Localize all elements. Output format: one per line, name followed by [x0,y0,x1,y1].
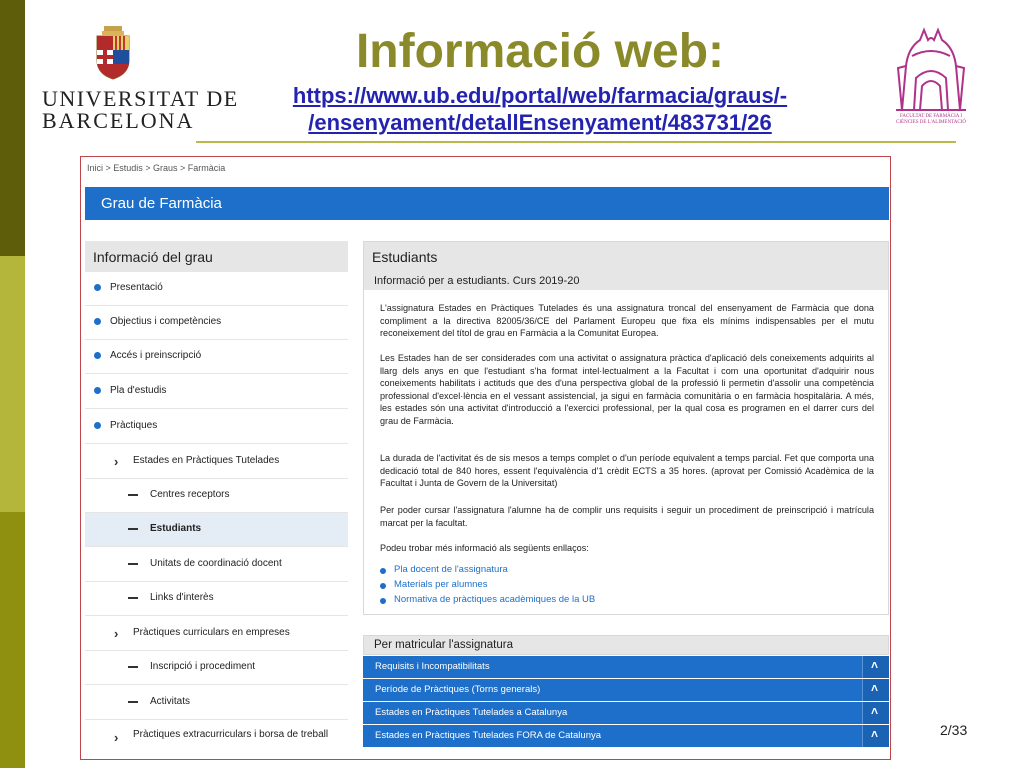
dash-icon [128,597,138,599]
sidebar-item-estades[interactable] [85,445,348,479]
university-logo [42,26,239,133]
dash-icon [128,701,138,703]
faculty-logo [890,26,972,132]
bullet-icon [380,583,386,589]
sidebar-nav [85,241,348,760]
bullet-icon [94,284,101,291]
paragraph-requisits: Per poder cursar l'assignatura l'alumne ha de complir uns requisits i seguir un procediment de preinscripció i matrícula marcat per la facultat. [380,505,874,528]
sidebar-item-practiques[interactable] [85,410,348,444]
breadcrumb[interactable]: Inici > Estudis > Graus > Farmàcia [87,163,226,173]
accordion-heading [363,635,889,655]
dash-icon [128,666,138,668]
paragraph-durada: La durada de l'activitat és de sis mesos a temps complet o d'un període equivalent a temps parcial. Fet que comporta una dedicació total de 840 hores, essent l'equivalència d'1 crèdit ECTS a 35 hores. (aprovat per Comissió Acadèmica de la Facultat i Junta de Govern de la Universitat) [380,453,874,489]
bullet-icon [94,352,101,359]
left-bar-segment-middle [0,256,25,512]
paragraph-mes-informacio: Podeu trobar més informació als següents enllaços: [380,543,589,553]
chevron-right-icon: › [114,730,119,745]
chevron-up-icon: ˄ [871,704,879,718]
chevron-right-icon: › [114,626,119,641]
sidebar-heading [85,241,348,272]
page-banner [85,187,889,220]
main-header [364,242,888,290]
dash-icon [128,563,138,565]
list-item[interactable] [380,579,874,594]
sidebar-item-pla-estudis[interactable] [85,375,348,409]
sidebar-item-label: Estudiants [150,523,202,534]
accordion-item-requisits[interactable] [363,656,889,678]
banner-title: Grau de Farmàcia [101,195,222,212]
sidebar-item-unitats[interactable] [85,548,348,582]
main-subtitle: Informació per a estudiants. Curs 2019-20 [374,275,580,287]
accordion-item-fora-catalunya[interactable] [363,725,889,747]
sidebar-item-label: Pràctiques curriculars en empreses [133,627,290,638]
sidebar-heading-text: Informació del grau [93,249,213,265]
sidebar-item-label: Pla d'estudis [110,385,167,396]
accordion-matricula [363,635,889,759]
sidebar-item-label: Objectius i competències [110,316,222,327]
accordion-item-label: Estades en Pràctiques Tutelades a Catalunya [375,707,568,718]
chevron-up-icon: ˄ [871,658,879,672]
sidebar-item-label: Accés i preinscripció [110,350,202,361]
sidebar-item-inscripcio[interactable] [85,651,348,685]
dash-icon [128,494,138,496]
sidebar-item-centres[interactable] [85,479,348,513]
bullet-icon [94,422,101,429]
bullet-icon [380,568,386,574]
url-link-line2[interactable]: /ensenyament/detallEnsenyament/483731/26 [308,110,772,135]
chevron-up-icon: ˄ [871,727,879,741]
list-item[interactable] [380,594,874,609]
faculty-caption: FACULTAT DE FARMÀCIA I CIÈNCIES DE L'ALIMENTACIÓ [896,114,966,125]
left-bar-segment-bottom [0,512,25,768]
bullet-icon [94,318,101,325]
university-name-line1: UNIVERSITAT DE [42,86,239,111]
sidebar-item-links[interactable] [85,582,348,616]
sidebar-item-label: Pràctiques extracurriculars i borsa de treball [133,729,329,740]
accordion-item-periode[interactable] [363,679,889,701]
link-materials[interactable]: Materials per alumnes [394,579,488,590]
sidebar-item-label: Links d'interès [150,592,214,603]
sidebar-item-presentacio[interactable] [85,272,348,306]
university-name-line2: BARCELONA [42,108,195,133]
main-title: Estudiants [372,249,438,265]
sidebar-item-label: Activitats [150,696,191,707]
sidebar-item-practiques-curriculars[interactable] [85,617,348,651]
accordion-toggle-button[interactable] [862,656,889,678]
accordion-heading-text: Per matricular l'assignatura [374,639,513,651]
sidebar-item-label: Inscripció i procediment [150,661,256,672]
accordion-item-label: Estades en Pràctiques Tutelades FORA de Catalunya [375,730,602,741]
sidebar-item-acces[interactable] [85,340,348,374]
link-pla-docent[interactable]: Pla docent de l'assignatura [394,564,508,575]
bullet-icon [94,387,101,394]
accordion-toggle-button[interactable] [862,702,889,724]
chevron-up-icon: ˄ [871,681,879,695]
accordion-item-catalunya[interactable] [363,702,889,724]
accordion-toggle-button[interactable] [862,725,889,747]
accordion-toggle-button[interactable] [862,679,889,701]
dash-icon [128,528,138,530]
sidebar-item-label: Pràctiques [110,420,158,431]
sidebar-item-estudiants[interactable] [85,513,348,547]
sidebar-item-label: Presentació [110,282,163,293]
links-list [380,564,874,609]
slide-title: Informació web: [355,25,725,78]
university-shield-icon [94,26,132,80]
chevron-right-icon: › [114,454,119,469]
sidebar-item-practiques-extracurriculars[interactable] [85,721,348,760]
sidebar-item-label: Centres receptors [150,489,230,500]
sidebar-item-label: Unitats de coordinació docent [150,558,282,569]
bullet-icon [380,598,386,604]
accordion-item-label: Període de Pràctiques (Torns generals) [375,684,541,695]
left-bar-segment-top [0,0,25,256]
page-number: 2/33 [940,722,968,738]
faculty-building-icon [890,26,972,114]
webpage-screenshot [80,156,891,760]
accordion-item-label: Requisits i Incompatibilitats [375,661,490,672]
left-decorative-bar [0,0,25,768]
sidebar-item-activitats[interactable] [85,686,348,720]
list-item[interactable] [380,564,874,579]
paragraph-estades: Les Estades han de ser considerades com una activitat o assignatura pràctica d'aplicació dels coneixements adquirits al llarg dels anys en que l'estudiant s'ha format intel·lectualment a la Facultat i com una oportunitat d'adquirir nous coneixements habilitats i actituds que des d'una perspectiva global de la professió li permetin d'assolir una competència professional d'excel·lència en el vessant assistencial, ja sigui en farmàcia comunitària o en farmàcia hospitalària. A més, les estades són una activitat d'introducció a l'exercici professional, per la qual cosa es programen en el darrer curs del grau de Farmàcia. [380,353,874,426]
header-divider [196,141,956,143]
link-normativa[interactable]: Normativa de pràctiques acadèmiques de la UB [394,594,596,605]
sidebar-item-objectius[interactable] [85,306,348,340]
sidebar-item-label: Estades en Pràctiques Tutelades [133,455,280,466]
main-content-panel [363,241,889,615]
paragraph-intro: L'assignatura Estades en Pràctiques Tutelades és una assignatura troncal del ensenyament de Farmàcia que dona compliment a la directiva 82005/36/CE del Parlament Europeu que fixa els mínims indispensables per el mutu reconeixement del títol de grau en Farmàcia a la Comunitat Europea. [380,303,874,339]
url-link-line1[interactable]: https://www.ub.edu/portal/web/farmacia/graus/- [292,83,788,108]
